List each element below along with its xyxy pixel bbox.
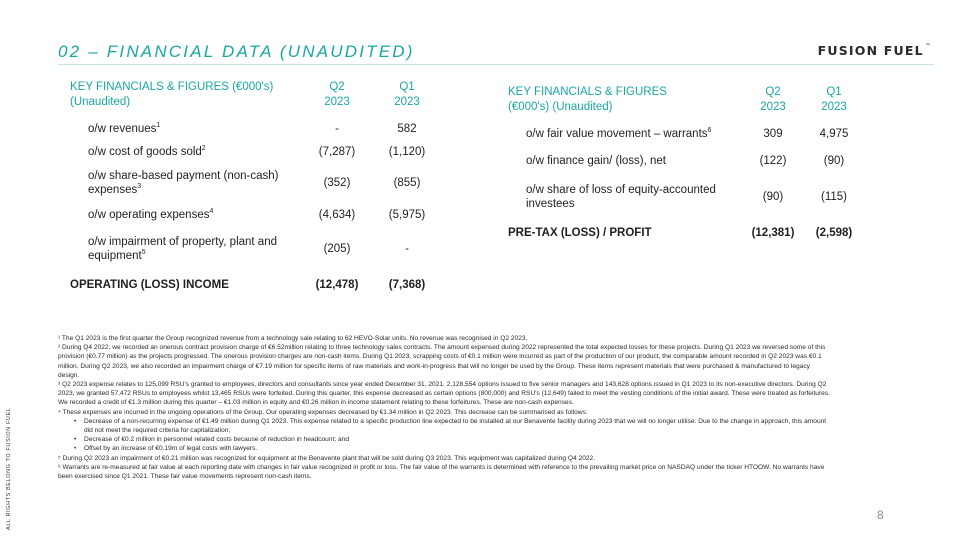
list-item: • Decrease of a non-recurring expense of €1.49 million during Q1 2023. This expense related to a specific production line expected to be installed at our Benavente facility during 2023 that we will no longer utilise. Due to the change in approach, this amount did not meet the required criteria for capitalization; [58, 417, 830, 435]
table-row [70, 228, 442, 270]
footnote-4-bullets [58, 417, 830, 454]
list-item: • Offset by an increase of €0.19m of legal costs with lawyers. [58, 444, 830, 453]
q2-value: (205) [323, 242, 351, 255]
q1-value: (5,975) [388, 208, 426, 221]
total-q2-value: (12,478) [315, 278, 359, 291]
total-label: PRE-TAX (LOSS) / PROFIT [508, 226, 652, 239]
list-item: • Decrease of €0.2 million in personnel related costs because of reduction in headcount; and [58, 435, 830, 444]
page-number: 8 [877, 508, 884, 522]
column-header-q2: Q2 2023 [324, 81, 350, 108]
total-label: OPERATING (LOSS) INCOME [70, 278, 229, 291]
footnote-2: ² During Q4 2022, we recorded an onerous contract provision charge of €6.52million relating to three technology sales contracts. The amount expensed during 2022 represented the total expected losses for these projects. During Q1 2023 we reversed some of this provision (€0.77 million) as the projects progressed. The onerous provision charges are non-cash items. During Q1 2023, scrapping costs of €0.1 million were incurred as part of the production of our product, the comparable amount recorded in Q2 2023 was €0.1 million. During Q2 2023, we also recorded an impairment charge of €7.19 million for specific items of raw materials and work-in-progress that will no longer be used by the Group. These items represent materials that were purchased & manufactured to legacy design. [58, 344, 826, 379]
table-row [70, 141, 442, 164]
q2-value: (4,634) [318, 208, 356, 221]
rights-notice: ALL RIGHTS BELONG TO FUSION FUEL [6, 407, 12, 530]
header-divider [58, 64, 934, 65]
q1-value: (90) [823, 154, 845, 167]
page-title: 02 – FINANCIAL DATA (UNAUDITED) [58, 42, 415, 61]
table-row [508, 123, 864, 145]
footnote-6: ⁶ Warrants are re-measured at fair value at each reporting date with changes in fair value recognized in profit or loss. The fair value of the warrants is determined with reference to the prevailing market price on NASDAQ under the ticker HTOOW. No warrants have been exercised since Q1 2021. These fair value movements represent non-cash items. [58, 463, 825, 481]
logo-text: FUSION FUEL [817, 43, 924, 58]
q1-value: 4,975 [819, 127, 849, 140]
table-header-label: KEY FINANCIALS & FIGURES (€000's) (Unaudited) [70, 81, 274, 108]
table-row [508, 177, 864, 217]
total-q1-value: (2,598) [815, 226, 853, 239]
row-label: o/w revenues$^1$ [88, 122, 161, 136]
row-label: o/w share-based payment (non-cash) expenses$^3$ [88, 169, 279, 196]
total-q1-value: (7,368) [388, 278, 426, 291]
table-row [508, 145, 864, 177]
q2-value: (122) [759, 154, 787, 167]
total-q2-value: (12,381) [751, 226, 795, 239]
right-financials-table [508, 85, 864, 249]
column-header-q1: Q1 2023 [394, 81, 420, 108]
column-header-q2: Q2 2023 [760, 86, 786, 113]
row-label: o/w fair value movement – warrants$^6$ [526, 126, 712, 140]
row-label: o/w cost of goods sold$^2$ [88, 145, 206, 159]
table-header-row [508, 85, 864, 123]
footnotes [58, 334, 830, 481]
footnote-5: ⁵ During Q2 2023 an impairment of €0.21 million was recognized for equipment at the Benavente plant that will be sold during Q3 2023. This equipment was capitalized during Q4 2022. [58, 454, 596, 462]
left-financials-table [70, 80, 442, 300]
table-row [70, 202, 442, 228]
footnote-4: ⁴ These expenses are incurred in the ongoing operations of the Group. Our operating expenses decreased by €1.34 million in Q2 2023. This decrease can be summarised as follows: [58, 408, 588, 416]
q1-value: 582 [397, 123, 417, 136]
company-logo [818, 43, 932, 58]
row-label: o/w share of loss of equity-accounted investees [526, 183, 716, 210]
q2-value: (352) [323, 176, 351, 189]
footnote-1: ¹ The Q1 2023 is the first quarter the Group recognized revenue from a technology sale relating to 62 HEVO-Solar units. No revenue was recognised in Q2 2023. [58, 335, 528, 342]
row-label: o/w finance gain/ (loss), net [526, 154, 666, 167]
q2-value: 309 [763, 127, 783, 140]
table-header-row [70, 80, 442, 118]
total-row [70, 270, 442, 300]
row-label: o/w impairment of property, plant and equipment$^5$ [88, 235, 277, 262]
q1-value: (1,120) [388, 146, 426, 159]
q1-value: (115) [821, 190, 847, 203]
table-row [70, 118, 442, 141]
footnote-3: ³ Q2 2023 expense relates to 125,099 RSU's granted to employees, directors and consultants since year ended December 31, 2021. 2,128,554 options issued to five senior managers and 143,628 options issued in Q1 2023 to its non-executive directors. During Q2 2023, we granted 57,472 RSUs to employees whilst 13,465 RSUs were forfeited. During this quarter, this expense decreased as certain options (800,000) and RSU's (12,649) failed to meet the vesting conditions of the initial award. These were treated as forfeitures. We recorded a credit of €1.3 million during this quarter – €1.03 million in equity and €0.26 million in income statement relating to these forfeitures. These are non-cash expenses. [58, 381, 830, 407]
logo-trademark: ™ [924, 43, 932, 50]
table-header-label: KEY FINANCIALS & FIGURES (€000's) (Unaudited) [508, 86, 667, 113]
q2-value: (7,287) [318, 146, 356, 159]
total-row [508, 217, 864, 249]
q2-value: - [335, 123, 339, 136]
column-header-q1: Q1 2023 [821, 86, 847, 113]
row-label: o/w operating expenses$^4$ [88, 207, 214, 221]
table-row [70, 164, 442, 202]
q1-value: (855) [393, 176, 421, 189]
q1-value: - [405, 242, 409, 255]
q2-value: (90) [762, 190, 784, 203]
